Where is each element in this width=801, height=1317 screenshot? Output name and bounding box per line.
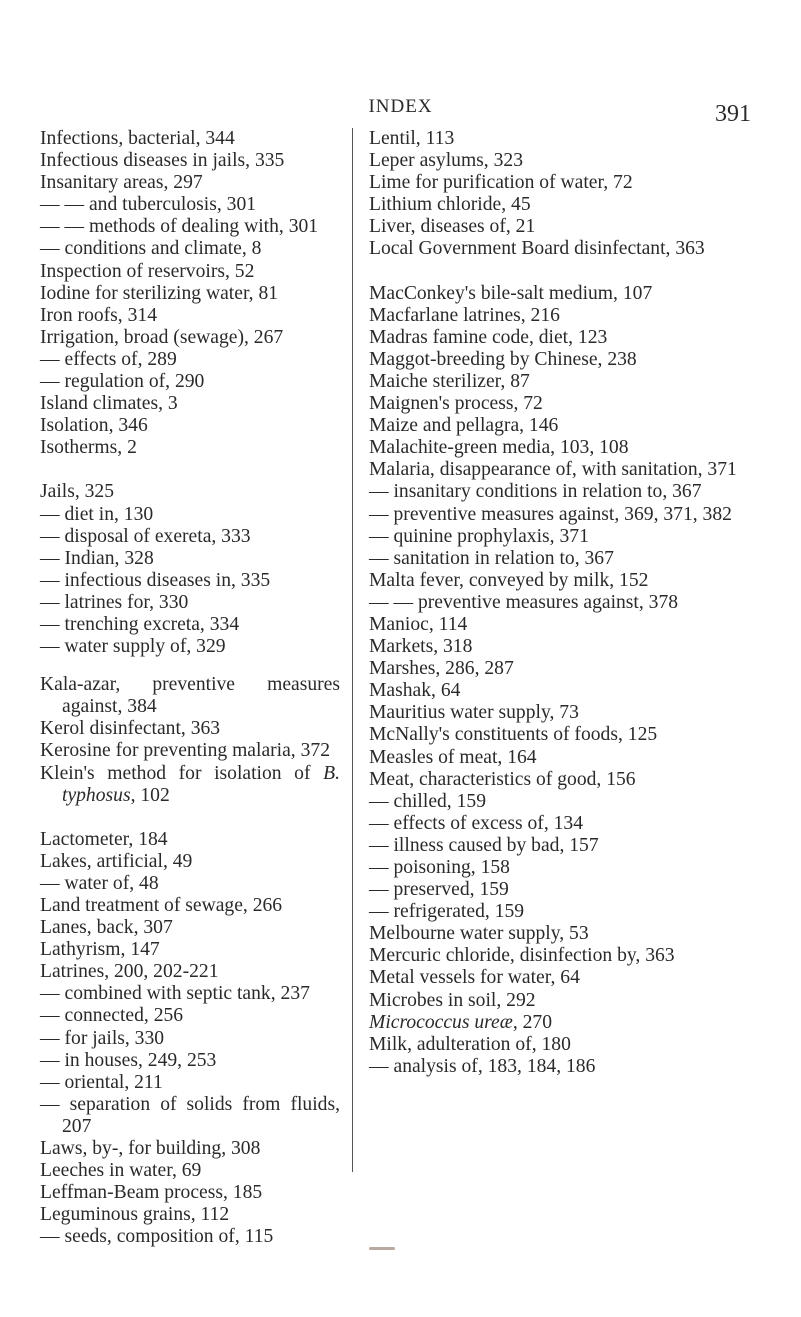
index-entry — [40, 763, 340, 807]
ink-smudge — [369, 1247, 395, 1250]
index-entry: MacConkey's bile-salt medium, 107 — [369, 282, 653, 304]
index-entry: Malaria, disappearance of, with sanitation, 371 — [369, 459, 737, 481]
index-entry: Leguminous grains, 112 — [40, 1204, 230, 1226]
index-entry: Maiche sterilizer, 87 — [369, 370, 530, 392]
index-entry: — trenching excreta, 334 — [40, 613, 240, 635]
index-entry: Milk, adulteration of, 180 — [369, 1033, 571, 1055]
index-entry: McNally's constituents of foods, 125 — [369, 724, 658, 746]
index-entry: — refrigerated, 159 — [369, 901, 525, 923]
index-entry: Malachite-green media, 103, 108 — [369, 437, 629, 459]
index-entry: Irrigation, broad (sewage), 267 — [40, 326, 284, 348]
index-entry: Local Government Board disinfectant, 363 — [369, 238, 705, 260]
index-entry: — chilled, 159 — [369, 790, 486, 812]
index-entry: — effects of excess of, 134 — [369, 812, 584, 834]
index-entry: — for jails, 330 — [40, 1027, 165, 1049]
index-entry: Isotherms, 2 — [40, 437, 137, 459]
index-entry: Jails, 325 — [40, 481, 115, 503]
index-entry: Markets, 318 — [369, 636, 473, 658]
index-column-right — [369, 128, 763, 1078]
index-entry: — water supply of, 329 — [40, 636, 226, 658]
index-entry: Manioc, 114 — [369, 613, 468, 635]
index-entry: Land treatment of sewage, 266 — [40, 895, 283, 916]
index-entry: — — methods of dealing with, 301 — [40, 216, 319, 238]
index-entry: — disposal of exereta, 333 — [40, 525, 251, 547]
index-entry: Iodine for sterilizing water, 81 — [40, 282, 279, 304]
index-entry: — latrines for, 330 — [40, 591, 189, 613]
index-entry: Melbourne water supply, 53 — [369, 923, 589, 945]
index-entry: Macfarlane latrines, 216 — [369, 304, 560, 326]
index-entry: — preserved, 159 — [369, 879, 509, 901]
index-entry: Kala-azar, preventive measures against, 384 — [40, 674, 340, 718]
index-entry: — insanitary conditions in relation to, 367 — [369, 481, 702, 503]
index-entry: Mauritius water supply, 73 — [369, 702, 579, 724]
index-entry: Lentil, 113 — [369, 128, 455, 149]
index-entry: Malta fever, conveyed by milk, 152 — [369, 569, 649, 591]
index-entry: — poisoning, 158 — [369, 857, 510, 878]
index-entry: Maize and pellagra, 146 — [369, 415, 559, 437]
running-head: INDEX — [368, 96, 433, 117]
index-entry: — Indian, 328 — [40, 547, 154, 569]
index-entry: Latrines, 200, 202-221 — [40, 961, 219, 983]
index-entry: Mercuric chloride, disinfection by, 363 — [369, 945, 675, 967]
index-entry: Inspection of reservoirs, 52 — [40, 260, 255, 282]
index-entry-pages: , 102 — [130, 784, 170, 806]
index-entry: Liver, diseases of, 21 — [369, 216, 536, 238]
index-entry: Madras famine code, diet, 123 — [369, 326, 608, 348]
index-entry: — effects of, 289 — [40, 348, 177, 370]
index-entry: — combined with septic tank, 237 — [40, 983, 310, 1005]
index-entry: — — preventive measures against, 378 — [369, 591, 679, 613]
index-entry: Maggot-breeding by Chinese, 238 — [369, 348, 637, 370]
index-entry: — — and tuberculosis, 301 — [40, 194, 257, 216]
index-entry: Kerol disinfectant, 363 — [40, 718, 221, 740]
index-entry: Laws, by-, for building, 308 — [40, 1138, 261, 1160]
index-entry: — oriental, 211 — [40, 1071, 163, 1093]
index-entry: Kerosine for preventing malaria, 372 — [40, 740, 330, 762]
index-entry: Maignen's process, 72 — [369, 393, 543, 415]
index-entry: Lithium chloride, 45 — [369, 194, 531, 216]
index-entry-italic: Micrococcus ureæ — [369, 1011, 513, 1033]
index-entry: Metal vessels for water, 64 — [369, 967, 580, 989]
index-entry: — diet in, 130 — [40, 503, 154, 525]
index-entry: Measles of meat, 164 — [369, 746, 537, 768]
index-entry-text: Klein's method for isolation of — [40, 762, 311, 784]
index-entry: Infectious diseases in jails, 335 — [40, 150, 285, 172]
index-entry: Isolation, 346 — [40, 415, 148, 437]
index-entry: — connected, 256 — [40, 1005, 184, 1027]
index-entry: Iron roofs, 314 — [40, 304, 157, 326]
page-number: 391 — [715, 101, 751, 127]
index-entry: Lime for purification of water, 72 — [369, 172, 633, 194]
index-entry: Insanitary areas, 297 — [40, 172, 203, 194]
index-entry: Leper asylums, 323 — [369, 150, 523, 172]
index-entry: — seeds, composition of, 115 — [40, 1226, 274, 1248]
index-entry: Lathyrism, 147 — [40, 939, 160, 961]
index-entry-italic: B. typhosus — [62, 762, 340, 806]
index-entry: — sanitation in relation to, 367 — [369, 547, 614, 569]
index-entry: Island climates, 3 — [40, 393, 178, 415]
index-entry: Marshes, 286, 287 — [369, 658, 514, 680]
index-entry: — infectious diseases in, 335 — [40, 569, 271, 591]
index-column-left — [40, 128, 340, 1249]
index-entry: — separation of solids from fluids, 207 — [40, 1093, 340, 1137]
index-entry: Microbes in soil, 292 — [369, 989, 536, 1011]
index-entry: — water of, 48 — [40, 872, 159, 894]
index-entry: — illness caused by bad, 157 — [369, 834, 599, 856]
index-entry: — quinine prophylaxis, 371 — [369, 525, 589, 547]
column-divider — [352, 128, 353, 1172]
index-entry: Leffman-Beam process, 185 — [40, 1182, 263, 1204]
index-entry: — analysis of, 183, 184, 186 — [369, 1055, 596, 1077]
index-entry: — conditions and climate, 8 — [40, 238, 262, 260]
index-entry: Meat, characteristics of good, 156 — [369, 768, 636, 790]
index-entry: — in houses, 249, 253 — [40, 1049, 217, 1071]
index-entry: Leeches in water, 69 — [40, 1160, 202, 1182]
index-entry: Lanes, back, 307 — [40, 917, 173, 939]
index-entry: Lakes, artificial, 49 — [40, 850, 193, 872]
index-entry: Infections, bacterial, 344 — [40, 128, 235, 149]
index-entry: — regulation of, 290 — [40, 371, 205, 393]
index-entry: — preventive measures against, 369, 371, 382 — [369, 503, 732, 525]
index-entry: Lactometer, 184 — [40, 828, 168, 850]
index-entry-pages: , 270 — [512, 1011, 553, 1033]
index-entry: Mashak, 64 — [369, 680, 461, 702]
index-entry — [369, 1012, 763, 1034]
